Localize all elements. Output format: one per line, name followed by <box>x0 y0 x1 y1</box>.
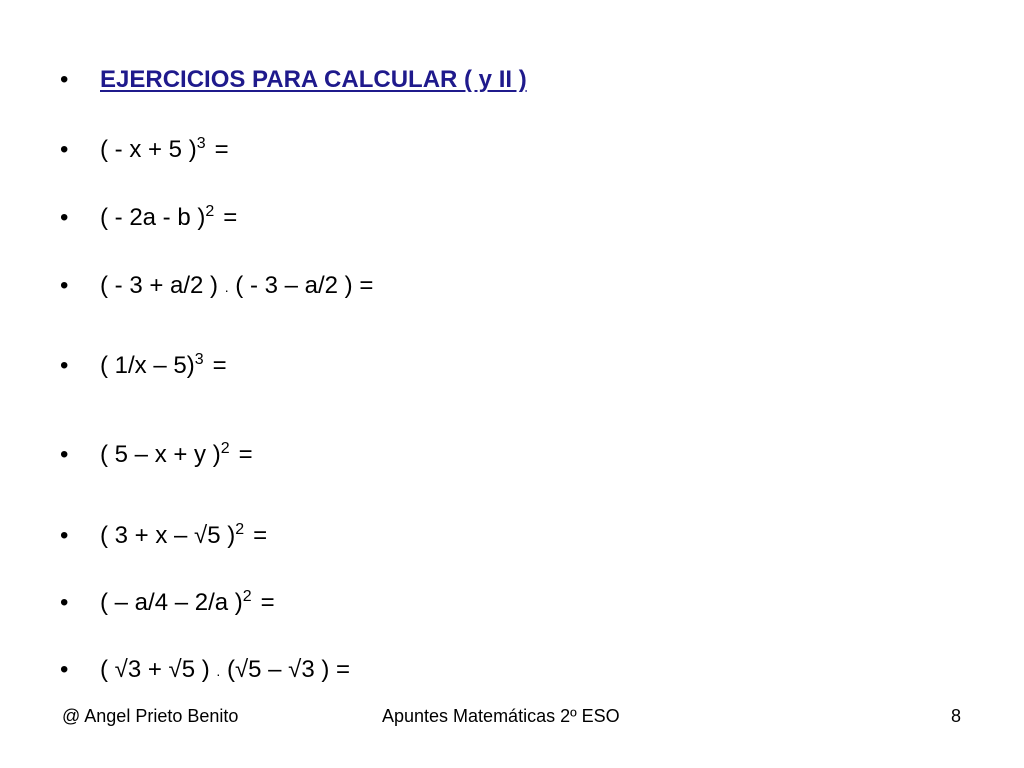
expression: ( - 3 + a/2 ) <box>100 272 225 299</box>
bullet-marker: • <box>60 522 69 549</box>
exercise-text <box>100 204 237 232</box>
bullet-marker: • <box>60 204 69 231</box>
multiplication-dot: . <box>216 663 221 679</box>
expression: ( - 2a - b ) <box>100 204 206 231</box>
exercise-text <box>100 136 229 164</box>
equals-sign: = <box>223 204 238 231</box>
bullet-marker: • <box>60 136 69 163</box>
footer-author: @ Angel Prieto Benito <box>62 706 239 726</box>
exercise-text <box>100 656 350 685</box>
exponent: 2 <box>220 440 230 457</box>
footer-course: Apuntes Matemáticas 2º ESO <box>382 706 620 726</box>
exercise-item-1 <box>60 136 229 164</box>
expression: ( 5 – x + y ) <box>100 441 221 468</box>
exercise-text <box>100 352 227 380</box>
exercise-item-2 <box>60 204 237 232</box>
bullet-marker: • <box>60 272 69 299</box>
exercise-item-7 <box>60 589 275 617</box>
exercise-item-4 <box>60 352 227 380</box>
equals-sign: = <box>212 352 227 379</box>
bullet-marker: • <box>60 589 69 616</box>
equals-sign: = <box>214 136 229 163</box>
exercise-item-8 <box>60 656 350 684</box>
exponent: 3 <box>194 351 204 368</box>
exercise-item-3 <box>60 272 373 300</box>
equals-sign: = <box>238 441 253 468</box>
heading-bullet <box>60 66 527 94</box>
expression-tail: (√5 – √3 ) = <box>220 656 351 683</box>
exponent: 2 <box>242 588 252 605</box>
expression: ( √3 + √5 ) <box>100 656 217 683</box>
exponent: 2 <box>235 521 245 538</box>
equals-sign: = <box>253 522 268 549</box>
exercise-text <box>100 441 253 469</box>
expression: ( - x + 5 ) <box>100 136 197 163</box>
bullet-marker: • <box>60 441 69 468</box>
exercise-text <box>100 522 267 550</box>
expression: ( 3 + x – √5 ) <box>100 522 236 549</box>
bullet-marker: • <box>60 656 69 683</box>
exponent: 3 <box>196 135 206 152</box>
exercise-item-6 <box>60 522 267 550</box>
exponent: 2 <box>205 203 215 220</box>
exercise-text <box>100 272 373 301</box>
footer-page-number: 8 <box>951 706 962 726</box>
equals-sign: = <box>260 589 275 616</box>
exercise-text <box>100 589 275 617</box>
multiplication-dot: . <box>224 279 229 295</box>
bullet-marker: • <box>60 66 69 93</box>
bullet-marker: • <box>60 352 69 379</box>
expression: ( 1/x – 5) <box>100 352 195 379</box>
exercise-item-5 <box>60 441 253 469</box>
expression-tail: ( - 3 – a/2 ) = <box>228 272 374 299</box>
expression: ( – a/4 – 2/a ) <box>100 589 243 616</box>
slide-heading: EJERCICIOS PARA CALCULAR ( y II ) <box>100 66 527 93</box>
